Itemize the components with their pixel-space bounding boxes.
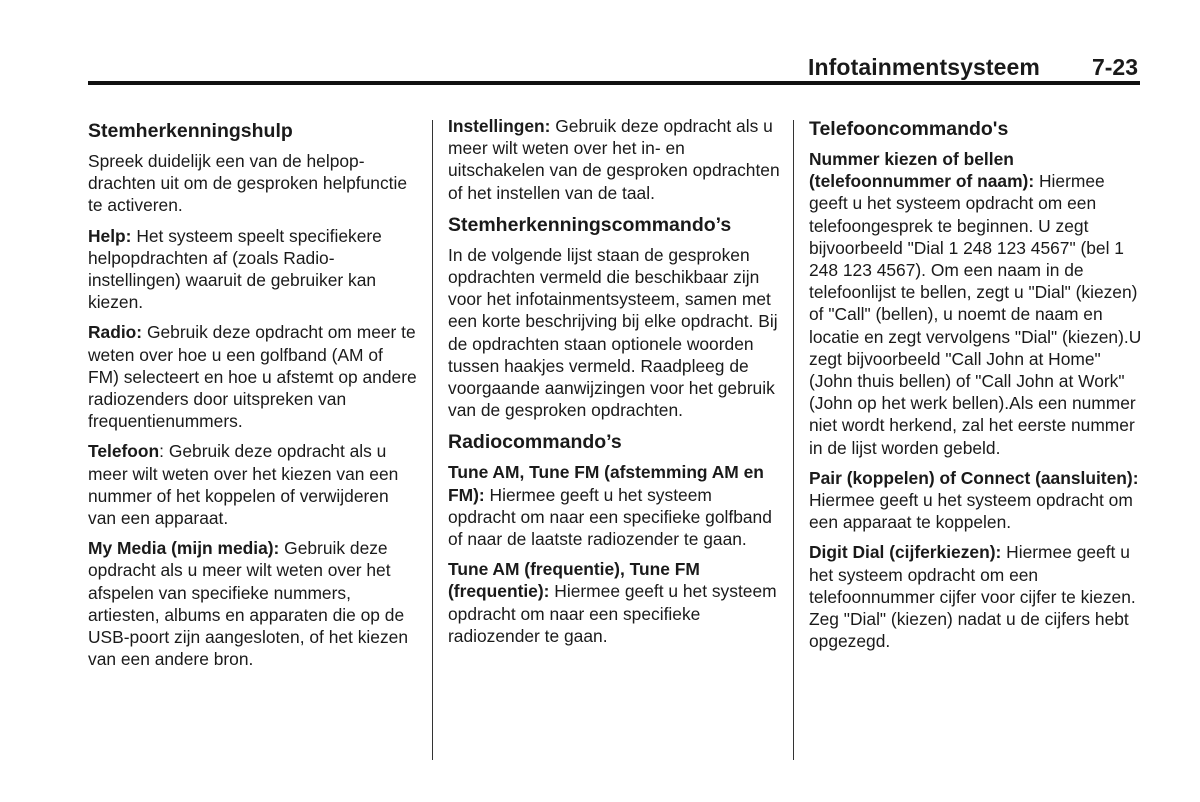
description: : Gebruik deze opdracht als u meer wilt weten over het kiezen van een nummer of het koppelen of verwijderen van een apparaat.	[88, 441, 399, 529]
description: Hiermee geeft u het systeem opdracht om een telefoongesprek te beginnen. U zegt bijvoorbeeld "Dial 1 248 123 4567" (bel 1 248 123 4567). Om een naam in de telefoonlijst te bellen, zegt u "Dial" (kiezen) of "Call" (bellen), u noemt de naam en locatie en zegt vervolgens "Dial" (kiezen).U zegt bijvoorbeeld "Call John at Home" (John thuis bellen) of "Call John at Work" (John op het werk bellen).Als een nummer niet wordt herkend, zal het eerste nummer in de lijst worden gebeld.	[809, 171, 1142, 458]
command-instellingen	[448, 115, 783, 204]
term: My Media (mijn media):	[88, 538, 280, 559]
heading-radiocommandos: Radiocommando’s	[448, 431, 622, 454]
term: Instellingen:	[448, 116, 551, 136]
command-tune-frequency	[448, 558, 783, 647]
section-title: Infotainmentsysteem	[808, 54, 1040, 80]
term: Pair (koppelen) of Connect (aansluiten):	[809, 467, 1139, 488]
description: Hiermee geeft u het systeem opdracht om een apparaat te koppelen.	[809, 490, 1133, 533]
description: Hiermee geeft u het systeem opdracht om naar een specifieke radiozender te gaan.	[448, 581, 777, 646]
term: Radio:	[88, 322, 143, 343]
intro-paragraph: Spreek duidelijk een van de helpopdrachten uit om de gesproken helpfunctie te activeren.	[88, 151, 408, 216]
column-middle	[448, 115, 783, 655]
heading-stemherkenningscommandos: Stemherkenningscommando’s	[448, 213, 732, 236]
heading-stemherkenningshulp: Stemherkenningshulp	[88, 120, 293, 142]
description: Gebruik deze opdracht als u meer wilt weten over het in- en uitschakelen van de gesproken opdrachten of het instellen van de taal.	[448, 116, 780, 203]
column-left	[88, 115, 418, 678]
heading-telefooncommandos: Telefooncommando's	[809, 118, 1009, 140]
description: Hiermee geeft u het systeem opdracht om naar een specifieke golfband of naar de laatste radiozender te gaan.	[448, 484, 772, 550]
command-radio	[88, 321, 418, 432]
command-pair-connect	[809, 467, 1144, 534]
column-right	[809, 115, 1144, 660]
description: Gebruik deze opdracht als u meer wilt weten over het afspelen van specifieke nummers, artiesten, albums en apparaten die op de USB-poort zijn aangesloten, of het kiezen van een andere bron.	[88, 538, 408, 670]
term: Digit Dial (cijferkiezen):	[809, 542, 1002, 563]
column-divider-right	[793, 120, 794, 760]
paragraph-commands-intro: In de volgende lijst staan de gesproken opdrachten vermeld die beschikbaar zijn voor het infotainmentsysteem, samen met een korte beschrijving bij elke opdracht. Bij de opdrachten staan optionele woorden tussen haakjes vermeld. Raadpleeg de voorgaande aanwijzingen voor het gebruik van de gesproken opdrachten.	[448, 244, 778, 421]
header-rule	[88, 81, 1140, 85]
command-tune-band	[448, 461, 783, 550]
column-divider-left	[432, 120, 433, 760]
command-my-media	[88, 537, 418, 670]
command-dial-call	[809, 148, 1144, 459]
page-number: 7-23	[1091, 54, 1138, 80]
term: Telefoon	[88, 441, 160, 462]
command-help	[88, 225, 418, 314]
command-digit-dial	[809, 541, 1144, 652]
term: Tune AM, Tune FM (afstemming AM en FM):	[448, 462, 764, 505]
command-telefoon	[88, 440, 418, 529]
term: Tune AM (frequentie), Tune FM (frequentie):	[448, 559, 700, 602]
term: Nummer kiezen of bellen (telefoonnummer of naam):	[809, 149, 1035, 192]
description: Gebruik deze opdracht om meer te weten over hoe u een golfband (AM of FM) selecteert en hoe u afstemt op andere radiozenders door uitspreken van frequentienummers.	[88, 322, 417, 432]
description: Hiermee geeft u het systeem opdracht om een telefoonnummer cijfer voor cijfer te kiezen. Zeg "Dial" (kiezen) nadat u de cijfers hebt opgezegd.	[809, 542, 1136, 652]
term: Help:	[88, 225, 132, 246]
page-header	[88, 50, 1140, 86]
description: Het systeem speelt specifiekere helpopdrachten af (zoals Radio-instellingen) waaruit de gebruiker kan kiezen.	[88, 225, 382, 313]
